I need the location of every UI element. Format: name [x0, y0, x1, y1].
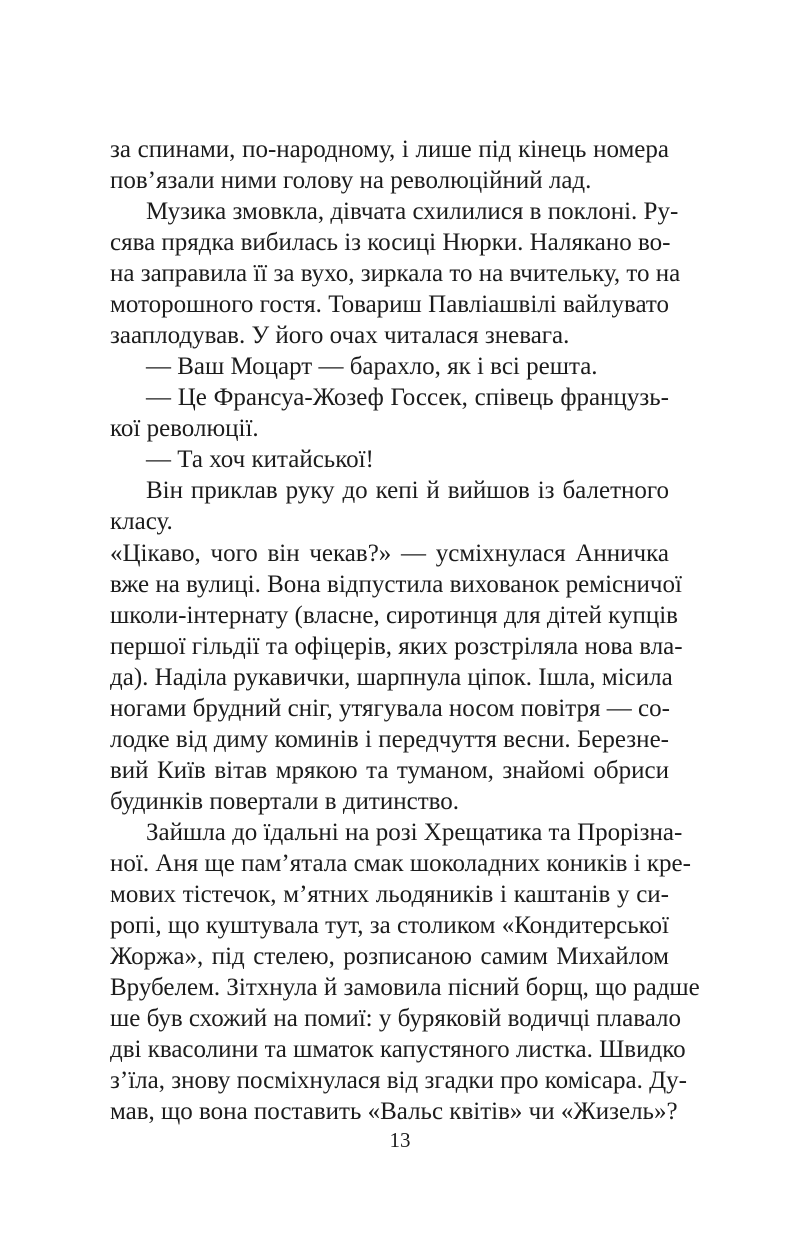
- text-line: мав, що вона поставить «Вальс квітів» чи «Жизель»?: [110, 1098, 678, 1125]
- text-line: кої революції.: [110, 415, 259, 442]
- paragraph: [110, 134, 669, 196]
- paragraph: [110, 444, 669, 475]
- text-line: вий Київ вітав мрякою та туманом, знайомі обриси: [110, 757, 669, 784]
- text-line: вже на вулиці. Вона відпустила вихованок ремісничої: [110, 571, 682, 598]
- text-line: класу.: [110, 508, 173, 535]
- text-line: зааплодував. У його очах читалася зневага.: [110, 322, 570, 349]
- text-line: ногами брудний сніг, утягувала носом повітря — со-: [110, 695, 670, 722]
- paragraph: [110, 351, 669, 382]
- text-line: ше був схожий на помиї: у буряковій водичці плавало: [110, 1005, 682, 1032]
- text-section-1: [110, 134, 681, 537]
- text-line: — Це Франсуа-Жозеф Госсек, співець французь-: [146, 384, 669, 411]
- text-line: школи-інтернату (власне, сиротинця для дітей купців: [110, 602, 678, 629]
- text-line: дві квасолини та шматок капустяного листка. Швидко: [110, 1036, 686, 1063]
- text-line: — Ваш Моцарт — барахло, як і всі решта.: [146, 353, 598, 380]
- text-line: мових тістечок, м’ятних льодяників і каштанів у си-: [110, 881, 669, 908]
- paragraph: [110, 475, 669, 537]
- paragraph: [110, 196, 681, 351]
- text-line: будинків повертали в дитинство.: [110, 788, 460, 815]
- text-line: лодке від диму коминів і передчуття весни. Березне-: [110, 726, 669, 753]
- text-line: Врубелем. Зітхнула й замовила пісний борщ, що радше: [110, 974, 700, 1001]
- text-section-2: [110, 538, 700, 1127]
- text-line: Жоржа», під стелею, розписаною самим Михайлом: [110, 943, 669, 970]
- text-line: за спинами, по-народному, і лише під кінець номера: [110, 136, 669, 163]
- text-line: «Цікаво, чого він чекав?» — усміхнулася Анничка: [110, 540, 669, 567]
- text-line: сява прядка вибилась із косиці Нюрки. Налякано во-: [110, 229, 671, 256]
- paragraph: [110, 817, 700, 1127]
- text-line: моторошного гостя. Товариш Павліашвілі вайлувато: [110, 291, 669, 318]
- text-line: — Та хоч китайської!: [146, 446, 374, 473]
- text-line: на заправила її за вухо, зиркала то на вчительку, то на: [110, 260, 681, 287]
- text-line: Зайшла до їдальні на розі Хрещатика та Прорізна-: [146, 819, 683, 846]
- text-line: з’їла, знову посміхнулася від згадки про комісара. Ду-: [110, 1067, 687, 1094]
- text-line: ної. Аня ще пам’ятала смак шоколадних коників і кре-: [110, 850, 691, 877]
- paragraph: [110, 538, 683, 817]
- text-line: да). Наділа рукавички, шарпнула ціпок. Ішла, місила: [110, 664, 673, 691]
- text-line: Він приклав руку до кепі й вийшов із балетного: [146, 477, 669, 504]
- text-line: Музика змовкла, дівчата схилилися в поклоні. Ру-: [146, 198, 679, 225]
- text-line: пов’язали ними голову на революційний лад.: [110, 167, 592, 194]
- page-number: 13: [389, 1128, 411, 1152]
- paragraph: [110, 382, 669, 444]
- text-line: ропі, що куштувала тут, за столиком «Кондитерської: [110, 912, 669, 939]
- text-line: першої гільдії та офіцерів, яких розстріляла нова вла-: [110, 633, 683, 660]
